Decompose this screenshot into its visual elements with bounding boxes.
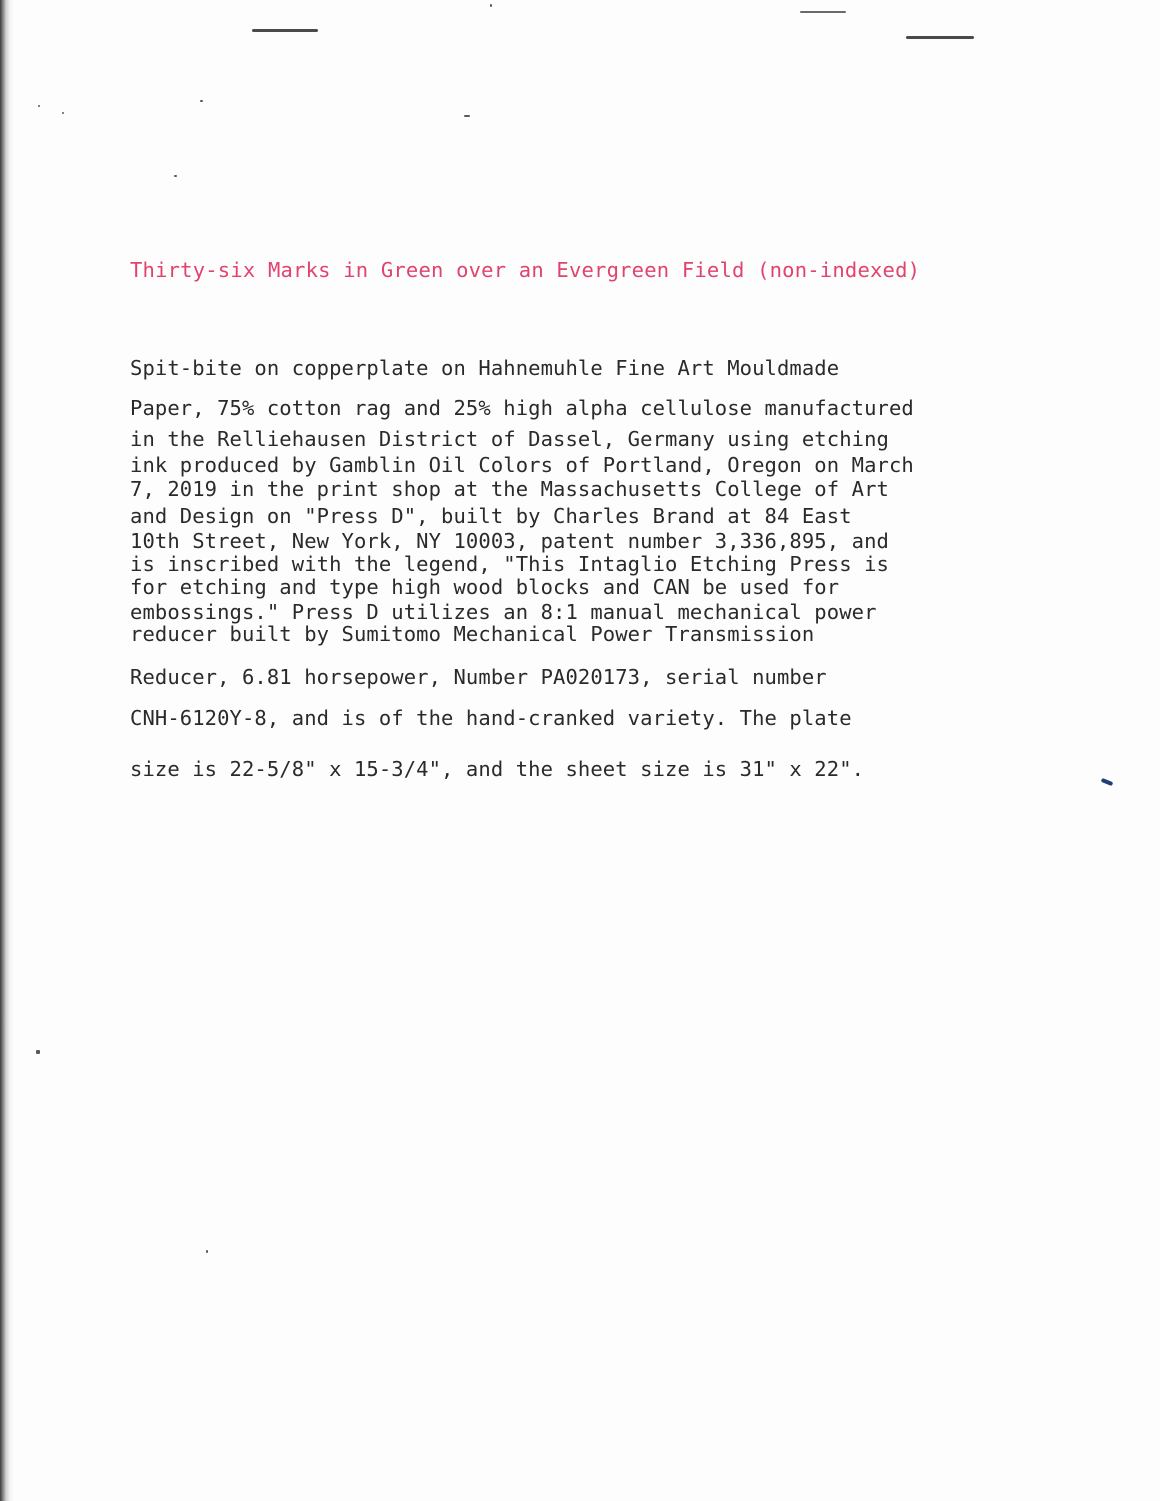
paper-speck xyxy=(174,175,177,177)
scan-edge-shadow xyxy=(0,0,14,1501)
body-line: 7, 2019 in the print shop at the Massachusetts College of Art xyxy=(130,477,889,501)
body-line: CNH-6120Y-8, and is of the hand-cranked variety. The plate xyxy=(130,706,852,730)
body-line: reducer built by Sumitomo Mechanical Power Transmission xyxy=(130,622,815,646)
body-line: and Design on "Press D", built by Charles Brand at 84 East xyxy=(130,504,852,528)
paper-speck xyxy=(38,105,40,107)
body-line: size is 22-5/8" x 15-3/4", and the sheet size is 31" x 22". xyxy=(130,757,865,781)
body-line: Spit-bite on copperplate on Hahnemuhle Fine Art Mouldmade xyxy=(130,356,840,380)
body-line: Reducer, 6.81 horsepower, Number PA020173, serial number xyxy=(130,665,827,689)
staple-mark xyxy=(906,36,974,39)
paper-speck xyxy=(464,115,470,117)
body-line: embossings." Press D utilizes an 8:1 manual mechanical power xyxy=(130,600,877,624)
body-line: 10th Street, New York, NY 10003, patent number 3,336,895, and xyxy=(130,529,889,553)
body-line: is inscribed with the legend, "This Intaglio Etching Press is xyxy=(130,552,889,576)
paper-speck xyxy=(36,1050,40,1054)
paper-speck xyxy=(490,4,492,7)
body-line: ink produced by Gamblin Oil Colors of Portland, Oregon on March xyxy=(130,453,914,477)
body-line: Paper, 75% cotton rag and 25% high alpha cellulose manufactured xyxy=(130,396,914,420)
paper-speck xyxy=(200,100,203,102)
document-title: Thirty-six Marks in Green over an Evergreen Field (non-indexed) xyxy=(130,258,921,282)
body-line: in the Relliehausen District of Dassel, Germany using etching xyxy=(130,427,889,451)
ink-mark xyxy=(1101,778,1114,786)
paper-speck xyxy=(206,1250,208,1253)
staple-mark xyxy=(800,11,846,13)
body-line: for etching and type high wood blocks and CAN be used for xyxy=(130,575,840,599)
staple-mark xyxy=(252,29,318,32)
paper-speck xyxy=(62,112,64,114)
